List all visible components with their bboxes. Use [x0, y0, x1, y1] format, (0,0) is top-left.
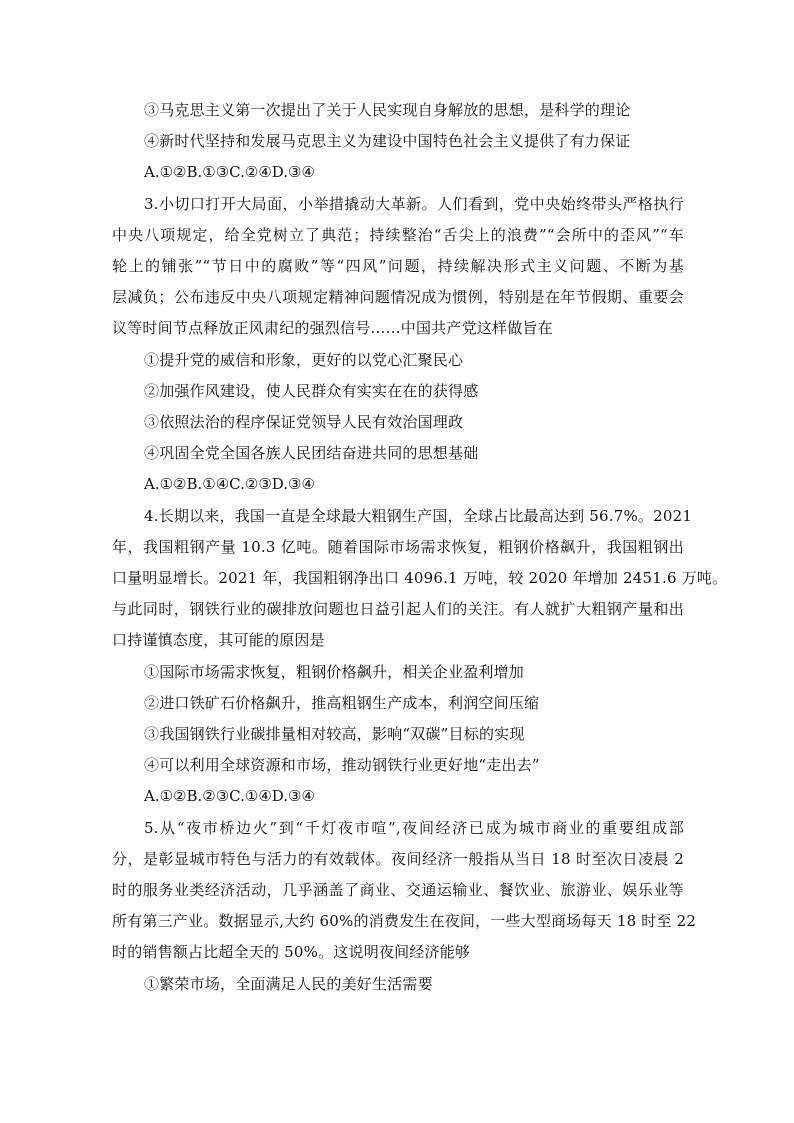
- question-3-text: 3.小切口打开大局面，小举措撬动大革新。人们看到，党中央始终带头严格执行: [144, 194, 684, 213]
- question-3-text: 轮上的铺张”“节日中的腐败”等“四风”问题，持续解决形式主义问题、不断为基: [112, 257, 684, 276]
- question-5-text: 所有第三产业。数据显示,大约 60%的消费发生在夜间，一些大型商场每天 18 时至 22: [112, 912, 697, 931]
- question-3-text: 层减负；公布违反中央八项规定精神问题情况成为惯例，特别是在年节假期、重要会: [112, 288, 684, 307]
- document-page: [112, 95, 728, 1000]
- option-line: ①繁荣市场，全面满足人民的美好生活需要: [144, 974, 433, 993]
- option-line: ③马克思主义第一次提出了关于人民实现自身解放的思想，是科学的理论: [144, 101, 631, 119]
- option-line: ①国际市场需求恢复，粗钢价格飙升，相关企业盈利增加: [144, 662, 525, 681]
- question-4-text: 与此同时，钢铁行业的碳排放问题也日益引起人们的关注。有人就扩大粗钢产量和出: [112, 600, 684, 619]
- question-4-text: 4.长期以来，我国一直是全球最大粗钢生产国，全球占比最高达到 56.7%。2021: [144, 506, 693, 525]
- option-line: ③依照法治的程序保证党领导人民有效治国理政: [144, 413, 464, 432]
- option-line: ②进口铁矿石价格飙升，推高粗钢生产成本，利润空间压缩: [144, 693, 540, 712]
- option-line: ②加强作风建设，使人民群众有实实在在的获得感: [144, 381, 479, 400]
- answer-choices: A.①②B.①③C.②④D.③④: [144, 163, 315, 182]
- answer-choices: A.①②B.②③C.①④D.③④: [144, 787, 315, 806]
- question-3-text: 中央八项规定，给全党树立了典范；持续整治“舌尖上的浪费”“会所中的歪风”“车: [112, 225, 684, 244]
- option-line: ③我国钢铁行业碳排量相对较高，影响“双碳”目标的实现: [144, 725, 525, 744]
- option-line: ④新时代坚持和发展马克思主义为建设中国特色社会主义提供了有力保证: [144, 132, 631, 151]
- option-line: ④巩固全党全国各族人民团结奋进共同的思想基础: [144, 444, 479, 463]
- option-line: ④可以利用全球资源和市场，推动钢铁行业更好地“走出去”: [144, 756, 540, 775]
- answer-choices: A.①②B.①④C.②③D.③④: [144, 475, 315, 494]
- option-line: ①提升党的威信和形象，更好的以党心汇聚民心: [144, 350, 464, 369]
- question-5-text: 分，是彰显城市特色与活力的有效载体。夜间经济一般指从当日 18 时至次日凌晨 2: [112, 849, 684, 868]
- question-3-text: 议等时间节点释放正风肃纪的强烈信号……中国共产党这样做旨在: [112, 319, 553, 338]
- question-5-text: 时的服务业类经济活动，几乎涵盖了商业、交通运输业、餐饮业、旅游业、娱乐业等: [112, 881, 684, 900]
- question-4-text: 口量明显增长。2021 年，我国粗钢净出口 4096.1 万吨，较 2020 年增加 2451.6 万吨。: [112, 569, 728, 588]
- question-5-text: 5.从“夜市桥边火”到“千灯夜市喧”,夜间经济已成为城市商业的重要组成部: [144, 818, 684, 837]
- question-5-text: 时的销售额占比超全天的 50%。这说明夜间经济能够: [112, 943, 471, 962]
- question-4-text: 口持谨慎态度，其可能的原因是: [112, 631, 325, 650]
- question-4-text: 年，我国粗钢产量 10.3 亿吨。随着国际市场需求恢复，粗钢价格飙升，我国粗钢出: [112, 537, 684, 556]
